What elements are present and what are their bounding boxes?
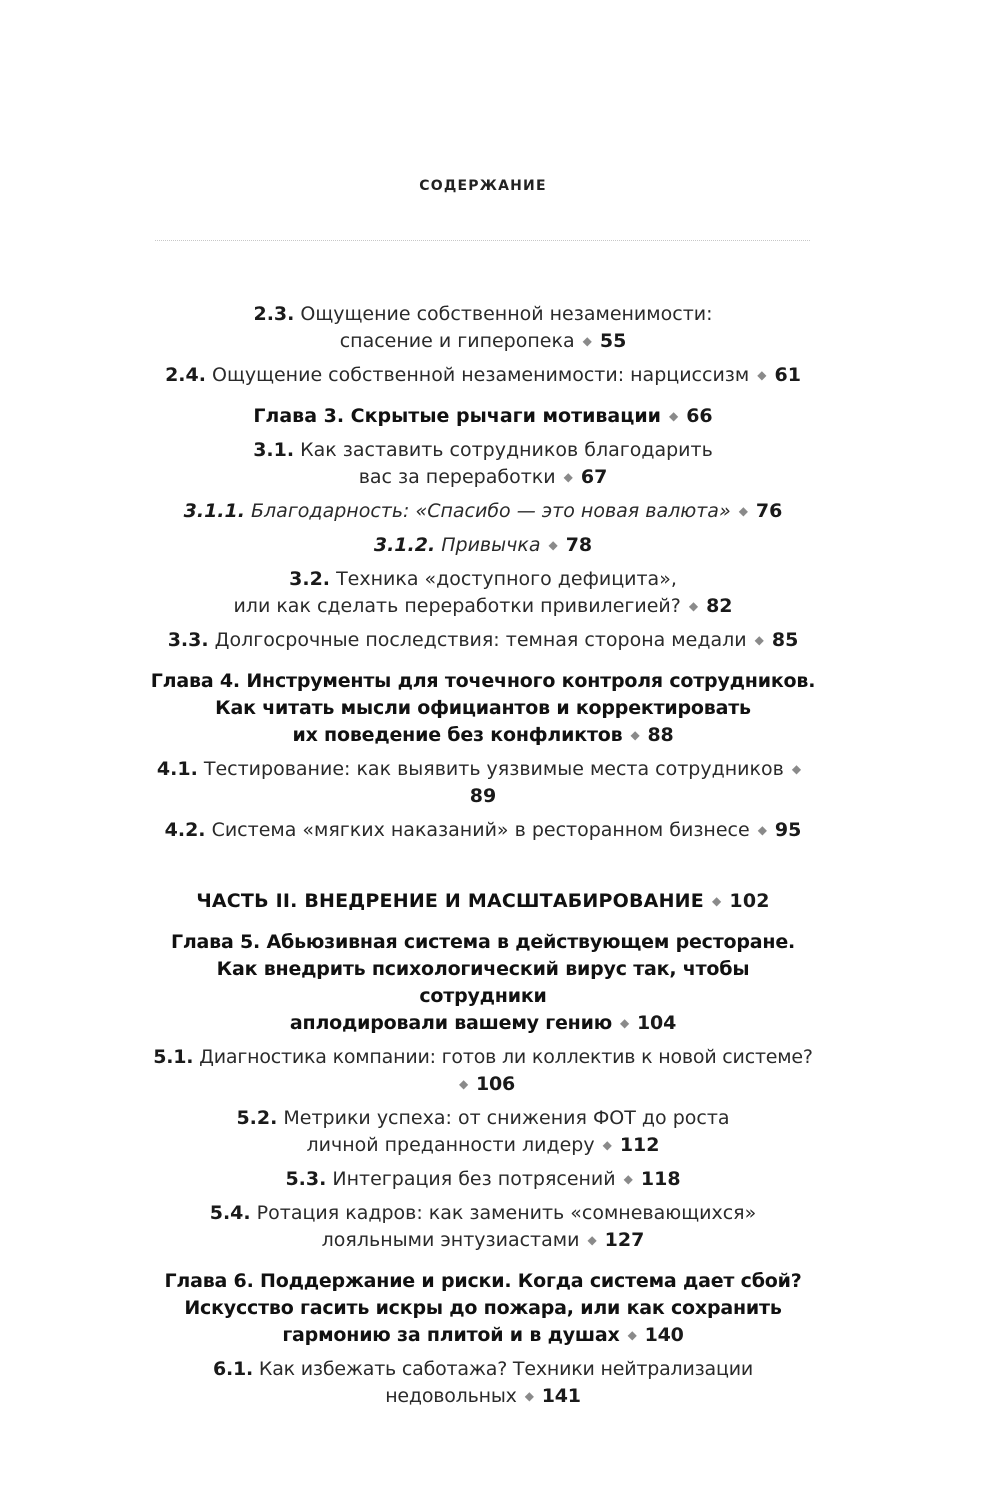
toc-number: 3.1.2. (373, 534, 436, 556)
toc-number: 2.3. (253, 303, 295, 325)
toc-title: Глава 5. Абьюзивная система в действующем ресторане. (170, 931, 796, 953)
toc-number: 3.2. (289, 568, 331, 590)
toc-title: Диагностика компании: готов ли коллектив к новой системе? (199, 1046, 813, 1068)
toc-title: Глава 6. Поддержание и риски. Когда система дает сбой? (164, 1270, 802, 1292)
toc-page-number: 118 (640, 1168, 681, 1190)
diamond-icon: ◆ (711, 894, 722, 908)
toc-page-number: 67 (580, 466, 608, 488)
toc-page-number: 89 (469, 785, 497, 807)
diamond-icon: ◆ (602, 1138, 612, 1152)
diamond-icon: ◆ (563, 470, 573, 484)
toc-number: 4.1. (156, 758, 198, 780)
toc-title: Как избежать саботажа? Техники нейтрализации недовольных (258, 1358, 753, 1407)
diamond-icon: ◆ (668, 409, 679, 423)
diamond-icon: ◆ (738, 504, 748, 518)
toc-entry-3-3[interactable] (150, 627, 816, 654)
diamond-icon: ◆ (627, 1328, 637, 1342)
toc-page-number: 140 (644, 1324, 684, 1346)
diamond-icon: ◆ (548, 538, 558, 552)
diamond-icon: ◆ (587, 1233, 597, 1247)
toc-title: спасение и гиперопека (339, 330, 575, 352)
running-head-title: СОДЕРЖАНИЕ (419, 178, 547, 194)
toc-entry-3-1[interactable] (150, 437, 816, 491)
diamond-icon: ◆ (623, 1172, 633, 1186)
toc-title: Тестирование: как выявить уязвимые места сотрудников (203, 758, 784, 780)
toc-title: Как внедрить психологический вирус так, чтобы сотрудники (216, 958, 750, 1007)
toc-entry-2-3[interactable] (150, 301, 816, 355)
toc-page-number: 61 (774, 364, 801, 386)
toc-title: аплодировали вашему гению (289, 1012, 612, 1034)
diamond-icon: ◆ (582, 334, 592, 348)
toc-page-number: 95 (774, 819, 802, 841)
diamond-icon: ◆ (524, 1389, 534, 1403)
toc-entry-5-2[interactable] (150, 1105, 816, 1159)
toc-number: 3.1. (253, 439, 295, 461)
toc-page-number: 104 (637, 1012, 677, 1034)
toc-entry-3-1-1[interactable] (150, 498, 816, 525)
toc-title: Как читать мысли официантов и корректировать (215, 697, 751, 719)
toc-page-number: 112 (619, 1134, 660, 1156)
toc-entry-3-1-2[interactable] (150, 532, 816, 559)
toc-number: 3.1.1. (183, 500, 245, 522)
toc-title: ЧАСТЬ II. ВНЕДРЕНИЕ И МАСШТАБИРОВАНИЕ (196, 890, 704, 912)
toc-title: Глава 4. Инструменты для точечного контроля сотрудников. (150, 670, 816, 692)
diamond-icon: ◆ (757, 823, 767, 837)
toc-chapter-3[interactable] (150, 403, 816, 430)
table-of-contents (150, 301, 816, 1410)
toc-title: их поведение без конфликтов (292, 724, 623, 746)
toc-chapter-5[interactable] (150, 929, 816, 1037)
toc-number: 5.1. (153, 1046, 194, 1068)
toc-page-number: 76 (755, 500, 783, 522)
toc-title: гармонию за плитой и в душах (282, 1324, 620, 1346)
toc-entry-5-4[interactable] (150, 1200, 816, 1254)
diamond-icon: ◆ (620, 1016, 630, 1030)
toc-number: 3.3. (167, 629, 209, 651)
toc-number: 2.4. (165, 364, 206, 386)
diamond-icon: ◆ (458, 1077, 468, 1091)
toc-page-number: 66 (686, 405, 713, 427)
toc-entry-2-4[interactable] (150, 362, 816, 389)
toc-title: или как сделать переработки привилегией? (233, 595, 681, 617)
toc-page-number: 106 (475, 1073, 516, 1095)
toc-entry-3-2[interactable] (150, 566, 816, 620)
toc-title: Ощущение собственной незаменимости: нарциссизм (212, 364, 750, 386)
toc-part-2[interactable] (150, 888, 816, 915)
toc-page-number: 82 (706, 595, 733, 617)
toc-title: Глава 3. Скрытые рычаги мотивации (253, 405, 661, 427)
toc-entry-4-2[interactable] (150, 817, 816, 844)
toc-title: Искусство гасить искры до пожара, или как сохранить (184, 1297, 782, 1319)
header-divider (155, 240, 810, 241)
toc-title: Система «мягких наказаний» в ресторанном бизнесе (211, 819, 750, 841)
toc-title: Привычка (441, 534, 541, 556)
toc-number: 5.4. (209, 1202, 251, 1224)
diamond-icon: ◆ (630, 728, 640, 742)
toc-title: Долгосрочные последствия: темная сторона медали (214, 629, 747, 651)
toc-title: Техника «доступного дефицита», (336, 568, 677, 590)
toc-page-number: 78 (565, 534, 593, 556)
toc-title: Ротация кадров: как заменить «сомневающихся» (256, 1202, 757, 1224)
toc-entry-4-1[interactable] (150, 756, 816, 810)
toc-title: Интеграция без потрясений (332, 1168, 616, 1190)
diamond-icon: ◆ (791, 762, 802, 776)
diamond-icon: ◆ (688, 599, 699, 613)
toc-entry-6-1[interactable] (150, 1356, 816, 1410)
toc-title: Ощущение собственной незаменимости: (300, 303, 713, 325)
toc-number: 6.1. (213, 1358, 254, 1380)
toc-page-number: 85 (771, 629, 799, 651)
toc-chapter-4[interactable] (150, 668, 816, 749)
toc-title: Благодарность: «Спасибо — это новая валюта» (251, 500, 731, 522)
toc-entry-5-1[interactable] (150, 1044, 816, 1098)
diamond-icon: ◆ (757, 368, 767, 382)
diamond-icon: ◆ (754, 633, 764, 647)
toc-entry-5-3[interactable] (150, 1166, 816, 1193)
toc-page-number: 127 (604, 1229, 645, 1251)
toc-title: Как заставить сотрудников благодарить (300, 439, 713, 461)
toc-number: 5.3. (285, 1168, 327, 1190)
toc-title: Метрики успеха: от снижения ФОТ до роста (283, 1107, 730, 1129)
toc-title: вас за переработки (358, 466, 556, 488)
toc-page-number: 141 (541, 1385, 581, 1407)
toc-number: 4.2. (164, 819, 206, 841)
toc-page-number: 102 (729, 890, 770, 912)
toc-title: лояльными энтузиастами (321, 1229, 580, 1251)
toc-number: 5.2. (236, 1107, 278, 1129)
toc-page-number: 88 (647, 724, 674, 746)
toc-title: личной преданности лидеру (306, 1134, 595, 1156)
toc-page-number: 55 (599, 330, 627, 352)
toc-chapter-6[interactable] (150, 1268, 816, 1349)
